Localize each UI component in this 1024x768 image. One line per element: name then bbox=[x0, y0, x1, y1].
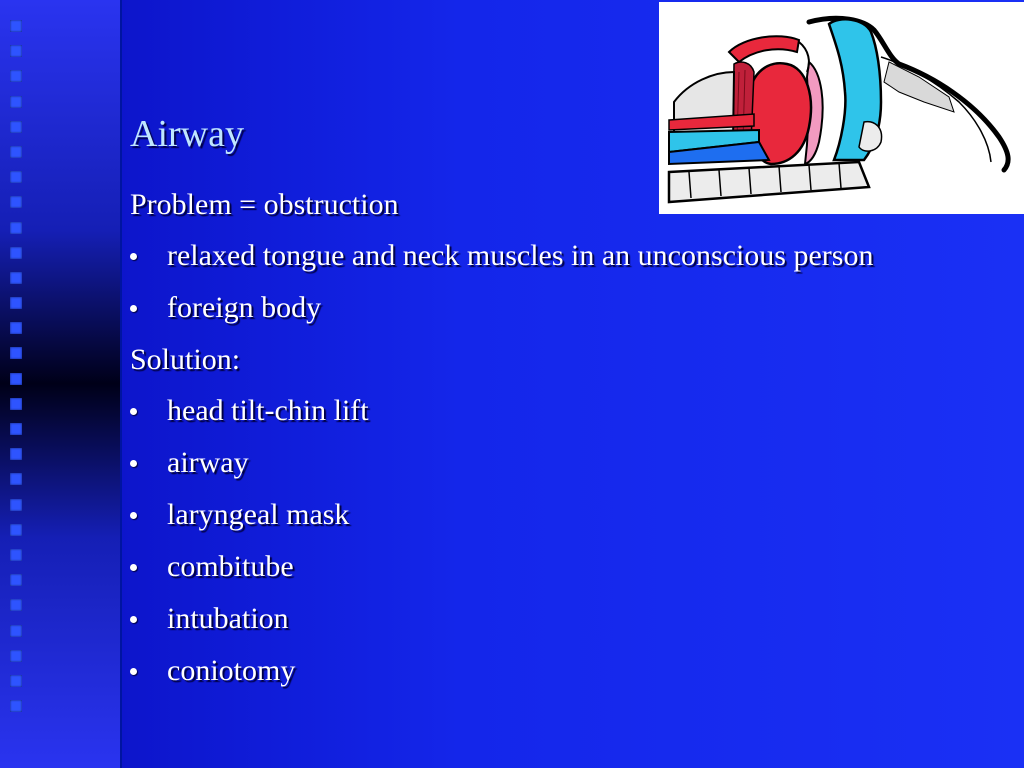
slide-title: Airway bbox=[130, 113, 244, 155]
decorative-square bbox=[10, 247, 22, 259]
decorative-square bbox=[10, 373, 22, 385]
decorative-square bbox=[10, 650, 22, 662]
bullet-icon bbox=[130, 460, 137, 467]
problem-heading: Problem = obstruction bbox=[130, 188, 399, 221]
decorative-square bbox=[10, 322, 22, 334]
decorative-square bbox=[10, 625, 22, 637]
decorative-square bbox=[10, 96, 22, 108]
list-item bbox=[130, 236, 947, 276]
decorative-square bbox=[10, 675, 22, 687]
decorative-square bbox=[10, 549, 22, 561]
decorative-square bbox=[10, 171, 22, 183]
airway-anatomy-illustration bbox=[659, 2, 1024, 214]
list-item bbox=[130, 288, 947, 328]
list-item-text: foreign body bbox=[167, 291, 322, 324]
list-item-text: head tilt-chin lift bbox=[167, 394, 369, 427]
list-item bbox=[130, 391, 947, 431]
decorative-square bbox=[10, 196, 22, 208]
bullet-icon bbox=[130, 512, 137, 519]
decorative-square-column bbox=[10, 20, 24, 725]
decorative-square bbox=[10, 70, 22, 82]
bullet-icon bbox=[130, 668, 137, 675]
solution-heading: Solution: bbox=[130, 343, 241, 376]
decorative-square bbox=[10, 121, 22, 133]
list-item bbox=[130, 651, 947, 691]
list-item-text: intubation bbox=[167, 602, 289, 635]
list-item bbox=[130, 547, 947, 587]
decorative-square bbox=[10, 700, 22, 712]
decorative-square bbox=[10, 574, 22, 586]
bullet-icon bbox=[130, 616, 137, 623]
list-item bbox=[130, 495, 947, 535]
bullet-icon bbox=[130, 564, 137, 571]
list-item-text: relaxed tongue and neck muscles in an unconscious person bbox=[167, 239, 874, 272]
decorative-square bbox=[10, 423, 22, 435]
decorative-square bbox=[10, 222, 22, 234]
list-item-text: airway bbox=[167, 446, 249, 479]
decorative-square bbox=[10, 473, 22, 485]
decorative-square bbox=[10, 45, 22, 57]
decorative-square bbox=[10, 347, 22, 359]
list-item bbox=[130, 599, 947, 639]
bullet-icon bbox=[130, 305, 137, 312]
decorative-square bbox=[10, 524, 22, 536]
list-item bbox=[130, 443, 947, 483]
bullet-icon bbox=[130, 408, 137, 415]
decorative-square bbox=[10, 272, 22, 284]
slide-content bbox=[130, 185, 1010, 703]
decorative-square bbox=[10, 448, 22, 460]
decorative-square bbox=[10, 599, 22, 611]
decorative-square bbox=[10, 398, 22, 410]
decorative-square bbox=[10, 297, 22, 309]
decorative-square bbox=[10, 146, 22, 158]
decorative-square bbox=[10, 20, 22, 32]
list-item-text: combitube bbox=[167, 550, 294, 583]
list-item-text: coniotomy bbox=[167, 654, 296, 687]
airway-anatomy-drawing bbox=[659, 2, 1024, 214]
bullet-icon bbox=[130, 253, 137, 260]
decorative-square bbox=[10, 499, 22, 511]
vertical-divider bbox=[120, 0, 122, 768]
list-item-text: laryngeal mask bbox=[167, 498, 350, 531]
